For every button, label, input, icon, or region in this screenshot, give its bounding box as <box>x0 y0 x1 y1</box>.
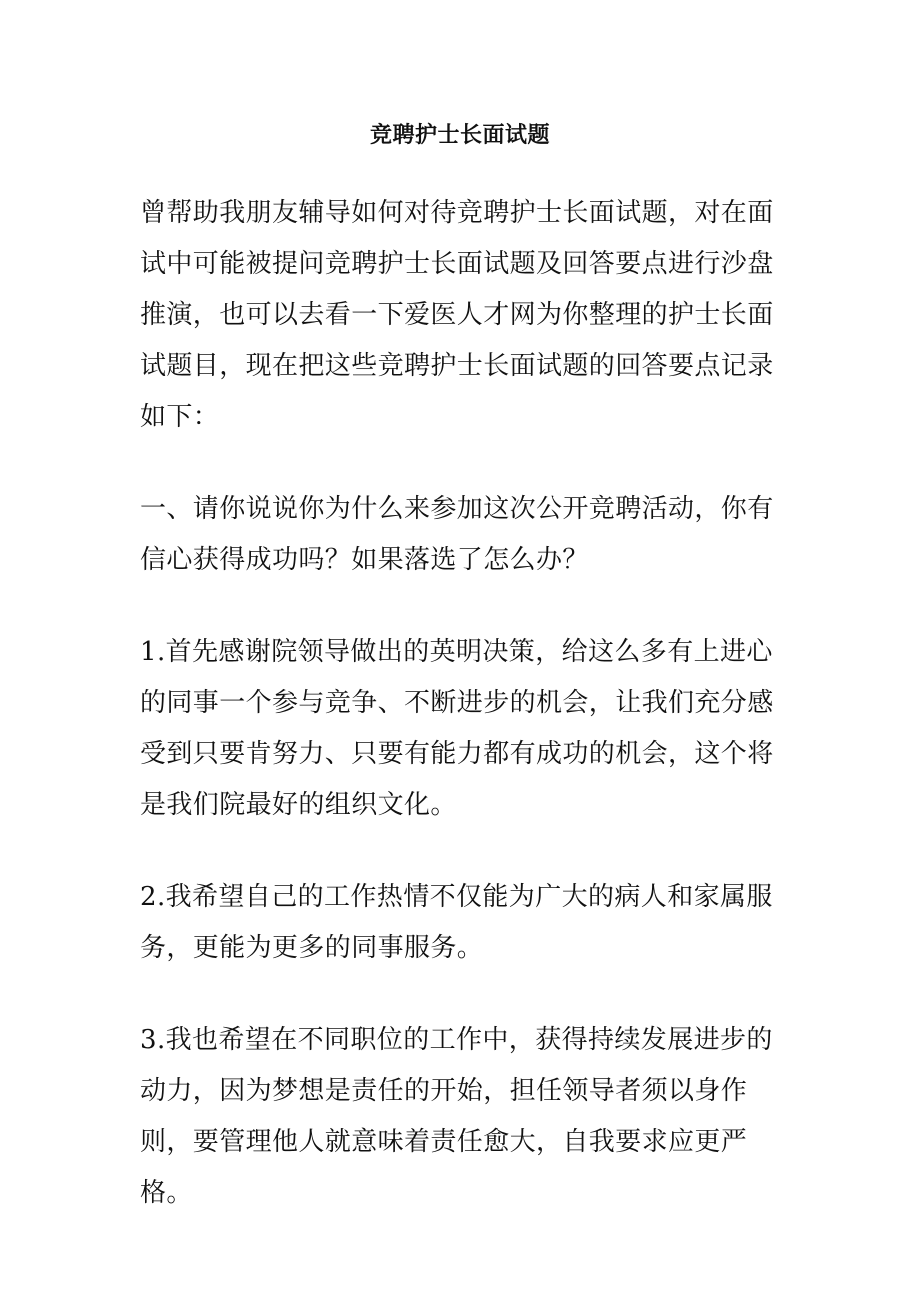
answer-point-3: 3.我也希望在不同职位的工作中，获得持续发展进步的动力，因为梦想是责任的开始，担任领导者须以身作则，要管理他人就意味着责任愈大，自我要求应更严格。 <box>140 1025 773 1208</box>
document-title: 竞聘护士长面试题 <box>369 123 550 148</box>
answer-point-2: 2.我希望自己的工作热情不仅能为广大的病人和家属服务，更能为更多的同事服务。 <box>140 882 773 963</box>
document-page <box>140 118 780 1219</box>
question-one: 一、请你说说你为什么来参加这次公开竞聘活动，你有信心获得成功吗？如果落选了怎么办？ <box>140 494 774 575</box>
intro-paragraph: 曾帮助我朋友辅导如何对待竞聘护士长面试题，对在面试中可能被提问竞聘护士长面试题及回答要点进行沙盘推演，也可以去看一下爱医人才网为你整理的护士长面试题目，现在把这些竞聘护士长面试题的回答要点记录如下： <box>140 198 774 432</box>
answer-point-1: 1.首先感谢院领导做出的英明决策，给这么多有上进心的同事一个参与竞争、不断进步的机会，让我们充分感受到只要肯努力、只要有能力都有成功的机会，这个将是我们院最好的组织文化。 <box>140 637 774 820</box>
